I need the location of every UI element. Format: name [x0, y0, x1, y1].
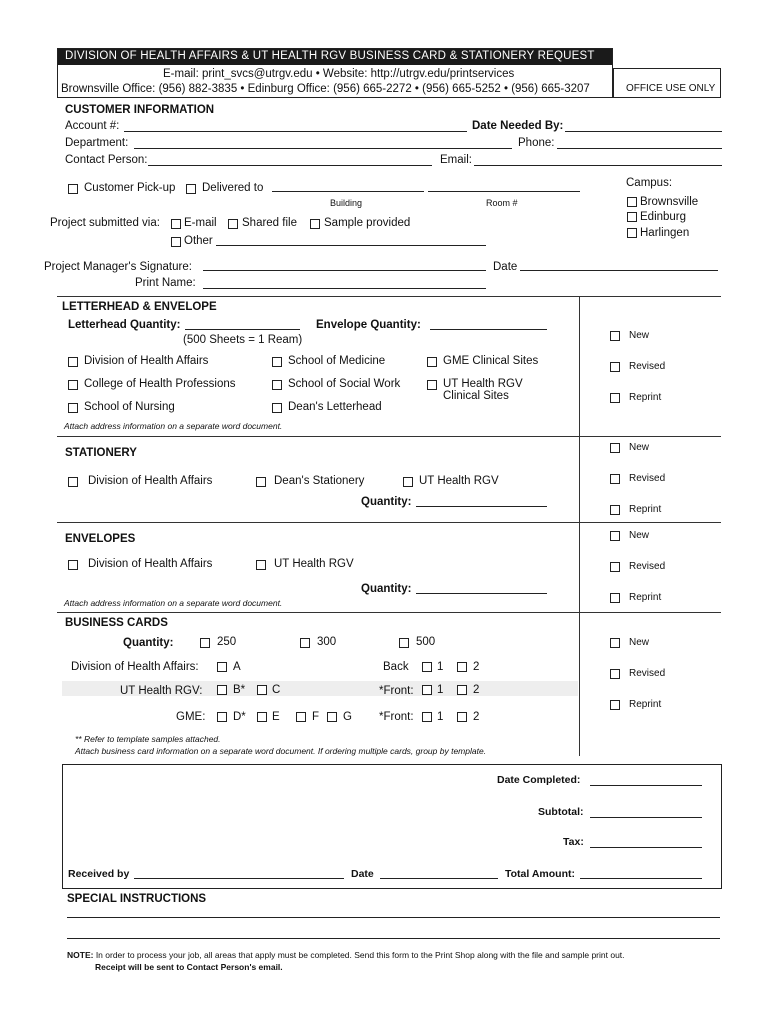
- email-label: Email:: [440, 154, 472, 166]
- bc-500-checkbox[interactable]: [399, 638, 409, 648]
- form-title: DIVISION OF HEALTH AFFAIRS & UT HEALTH RGV BUSINESS CARD & STATIONERY REQUEST FORM: [57, 48, 613, 65]
- status-column-divider: [579, 296, 580, 756]
- subtotal-field[interactable]: [590, 817, 702, 818]
- st-uth-checkbox[interactable]: [403, 477, 413, 487]
- st-reprint-label: Reprint: [629, 504, 662, 515]
- via-other-field[interactable]: [216, 245, 486, 246]
- office-use-label: OFFICE USE ONLY: [626, 83, 716, 94]
- bc-back-label: Back: [383, 661, 409, 673]
- st-reprint-checkbox[interactable]: [610, 505, 620, 515]
- lh-reprint-checkbox[interactable]: [610, 393, 620, 403]
- bc-b-label: B*: [233, 684, 246, 696]
- bc-e-checkbox[interactable]: [257, 712, 267, 722]
- via-shared-label: Shared file: [242, 217, 297, 229]
- date-completed-field[interactable]: [590, 785, 702, 786]
- lh-socialwork-checkbox[interactable]: [272, 380, 282, 390]
- env-reprint-checkbox[interactable]: [610, 593, 620, 603]
- envelope-qty-field[interactable]: [430, 329, 547, 330]
- bc-uth-label: UT Health RGV:: [120, 685, 203, 697]
- bc-250-checkbox[interactable]: [200, 638, 210, 648]
- lh-medicine-label: School of Medicine: [288, 355, 386, 367]
- bc-c-checkbox[interactable]: [257, 685, 267, 695]
- st-new-label: New: [629, 442, 650, 453]
- footer-note: [67, 950, 625, 960]
- received-by-field[interactable]: [134, 878, 344, 879]
- lh-dha-checkbox[interactable]: [68, 357, 78, 367]
- bc-back-2-label: 2: [473, 661, 480, 673]
- offices-line: Brownsville Office: (956) 882-3835 • Edinburg Office: (956) 665-2272 • (956) 665-5252 • (956) 665-3207: [61, 83, 590, 95]
- bc-g-checkbox[interactable]: [327, 712, 337, 722]
- lh-chp-checkbox[interactable]: [68, 380, 78, 390]
- bc-quantity-label: Quantity:: [123, 637, 174, 649]
- campus-brownsville-checkbox[interactable]: [627, 197, 637, 207]
- st-revised-checkbox[interactable]: [610, 474, 620, 484]
- bc-250-label: 250: [217, 636, 237, 648]
- env-new-checkbox[interactable]: [610, 531, 620, 541]
- ream-note: (500 Sheets = 1 Ream): [183, 334, 303, 346]
- lh-nursing-checkbox[interactable]: [68, 403, 78, 413]
- env-revised-checkbox[interactable]: [610, 562, 620, 572]
- bc-front-1-checkbox[interactable]: [422, 685, 432, 695]
- envelope-qty-label: Envelope Quantity:: [316, 319, 421, 331]
- via-sample-checkbox[interactable]: [310, 219, 320, 229]
- bc-front-label: *Front:: [379, 685, 414, 697]
- st-new-checkbox[interactable]: [610, 443, 620, 453]
- st-dha-checkbox[interactable]: [68, 477, 78, 487]
- phone-label: Phone:: [518, 137, 555, 149]
- envelopes-heading: ENVELOPES: [65, 533, 136, 545]
- lh-dean-label: Dean's Letterhead: [288, 401, 382, 413]
- st-uth-label: UT Health RGV: [419, 475, 499, 487]
- bc-c-label: C: [272, 684, 281, 696]
- env-dha-checkbox[interactable]: [68, 560, 78, 570]
- via-email-checkbox[interactable]: [171, 219, 181, 229]
- tax-label: Tax:: [563, 836, 584, 848]
- bc-d-checkbox[interactable]: [217, 712, 227, 722]
- bc-f-checkbox[interactable]: [296, 712, 306, 722]
- bc-revised-checkbox[interactable]: [610, 669, 620, 679]
- lh-reprint-label: Reprint: [629, 392, 662, 403]
- bc-gme-front-2-checkbox[interactable]: [457, 712, 467, 722]
- pm-signature-label: Project Manager's Signature:: [44, 261, 192, 273]
- account-field[interactable]: [124, 131, 467, 132]
- tax-field[interactable]: [590, 847, 702, 848]
- lh-uth-label: UT Health RGV: [443, 378, 523, 390]
- bc-back-2-checkbox[interactable]: [457, 662, 467, 672]
- via-shared-checkbox[interactable]: [228, 219, 238, 229]
- bc-300-checkbox[interactable]: [300, 638, 310, 648]
- lh-note: Attach address information on a separate word document.: [64, 421, 283, 431]
- special-heading: SPECIAL INSTRUCTIONS: [67, 893, 207, 905]
- bc-gme-label: GME:: [176, 711, 206, 723]
- lh-gme-label: GME Clinical Sites: [443, 355, 539, 367]
- delivered-label: Delivered to: [202, 182, 264, 194]
- lh-socialwork-label: School of Social Work: [288, 378, 401, 390]
- department-field[interactable]: [134, 148, 512, 149]
- pm-date-label: Date: [493, 261, 518, 273]
- print-name-field[interactable]: [203, 288, 486, 289]
- letterhead-qty-field[interactable]: [185, 329, 300, 330]
- lh-new-label: New: [629, 330, 650, 341]
- bc-g-label: G: [343, 711, 352, 723]
- delivered-checkbox[interactable]: [186, 184, 196, 194]
- env-reprint-label: Reprint: [629, 592, 662, 603]
- letterhead-heading: LETTERHEAD & ENVELOPE: [62, 301, 217, 313]
- st-dean-checkbox[interactable]: [256, 477, 266, 487]
- bc-e-label: E: [272, 711, 280, 723]
- st-quantity-label: Quantity:: [361, 496, 412, 508]
- room-field[interactable]: [428, 191, 580, 192]
- pm-signature-field[interactable]: [203, 270, 486, 271]
- via-sample-label: Sample provided: [324, 217, 411, 229]
- date-completed-label: Date Completed:: [497, 774, 581, 786]
- lh-uth-checkbox[interactable]: [427, 380, 437, 390]
- office-box: [62, 764, 722, 889]
- bc-back-1-checkbox[interactable]: [422, 662, 432, 672]
- pickup-checkbox[interactable]: [68, 184, 78, 194]
- contact-line: E-mail: print_svcs@utrgv.edu • Website: http://utrgv.edu/printservices: [163, 68, 515, 80]
- lh-dean-checkbox[interactable]: [272, 403, 282, 413]
- stationery-heading: STATIONERY: [65, 447, 137, 459]
- bc-a-label: A: [233, 661, 241, 673]
- env-uth-checkbox[interactable]: [256, 560, 266, 570]
- lh-dha-label: Division of Health Affairs: [84, 355, 209, 367]
- special-line-1[interactable]: [67, 917, 720, 918]
- contact-person-field[interactable]: [148, 165, 432, 166]
- lh-revised-label: Revised: [629, 361, 666, 372]
- env-dha-label: Division of Health Affairs: [88, 558, 213, 570]
- bc-note-2: Attach business card information on a separate word document. If ordering multiple cards, group by template.: [75, 746, 487, 756]
- total-label: Total Amount:: [505, 868, 575, 880]
- bc-gme-front-1-checkbox[interactable]: [422, 712, 432, 722]
- account-label: Account #:: [65, 120, 120, 132]
- bc-front-2-checkbox[interactable]: [457, 685, 467, 695]
- building-field[interactable]: [272, 191, 424, 192]
- divider: [57, 612, 721, 613]
- bc-reprint-checkbox[interactable]: [610, 700, 620, 710]
- campus-edinburg-checkbox[interactable]: [627, 212, 637, 222]
- date-needed-label: Date Needed By:: [472, 120, 564, 132]
- contact-person-label: Contact Person:: [65, 154, 148, 166]
- env-revised-label: Revised: [629, 561, 666, 572]
- divider: [57, 296, 721, 297]
- special-line-2[interactable]: [67, 938, 720, 939]
- bc-gme-front-1-label: 1: [437, 711, 444, 723]
- lh-revised-checkbox[interactable]: [610, 362, 620, 372]
- footer-receipt: Receipt will be sent to Contact Person's email.: [95, 962, 283, 972]
- campus-edinburg-label: Edinburg: [640, 211, 687, 223]
- project-via-label: Project submitted via:: [50, 217, 160, 229]
- letterhead-qty-label: Letterhead Quantity:: [68, 319, 181, 331]
- pickup-label: Customer Pick-up: [84, 182, 176, 194]
- bc-front-1-label: 1: [437, 684, 444, 696]
- campus-harlingen-checkbox[interactable]: [627, 228, 637, 238]
- lh-new-checkbox[interactable]: [610, 331, 620, 341]
- received-by-label: Received by: [68, 868, 130, 880]
- st-dean-label: Dean's Stationery: [274, 475, 365, 487]
- email-field[interactable]: [474, 165, 722, 166]
- st-dha-label: Division of Health Affairs: [88, 475, 213, 487]
- bc-back-1-label: 1: [437, 661, 444, 673]
- divider: [57, 522, 721, 523]
- bc-front-2-label: 2: [473, 684, 480, 696]
- bc-heading: BUSINESS CARDS: [65, 617, 168, 629]
- office-date-label: Date: [351, 868, 374, 880]
- lh-nursing-label: School of Nursing: [84, 401, 175, 413]
- department-label: Department:: [65, 137, 129, 149]
- via-email-label: E-mail: [184, 217, 217, 229]
- subtotal-label: Subtotal:: [538, 806, 584, 818]
- bc-500-label: 500: [416, 636, 436, 648]
- pm-date-field[interactable]: [520, 270, 718, 271]
- bc-reprint-label: Reprint: [629, 699, 662, 710]
- bc-front2-label: *Front:: [379, 711, 414, 723]
- room-caption: Room #: [486, 198, 518, 208]
- divider: [57, 436, 721, 437]
- date-needed-field[interactable]: [565, 131, 722, 132]
- campus-harlingen-label: Harlingen: [640, 227, 690, 239]
- bc-300-label: 300: [317, 636, 337, 648]
- bc-a-checkbox[interactable]: [217, 662, 227, 672]
- bc-dha-label: Division of Health Affairs:: [71, 661, 199, 673]
- bc-new-checkbox[interactable]: [610, 638, 620, 648]
- lh-chp-label: College of Health Professions: [84, 378, 236, 390]
- total-field[interactable]: [580, 878, 702, 879]
- bc-f-label: F: [312, 711, 320, 723]
- footer-note-text: In order to process your job, all areas that apply must be completed. Send this form to the Print Shop along with the file and sample print out.: [93, 950, 625, 960]
- env-note: Attach address information on a separate word document.: [64, 598, 283, 608]
- bc-new-label: New: [629, 637, 650, 648]
- lh-gme-checkbox[interactable]: [427, 357, 437, 367]
- env-new-label: New: [629, 530, 650, 541]
- campus-label: Campus:: [626, 177, 673, 189]
- customer-heading: CUSTOMER INFORMATION: [65, 104, 215, 116]
- env-quantity-field[interactable]: [416, 593, 547, 594]
- footer-note-label: NOTE:: [67, 950, 94, 960]
- building-caption: Building: [330, 198, 363, 208]
- bc-d-label: D*: [233, 711, 246, 723]
- st-revised-label: Revised: [629, 473, 666, 484]
- campus-brownsville-label: Brownsville: [640, 196, 699, 208]
- bc-b-checkbox[interactable]: [217, 685, 227, 695]
- lh-uth-label-2: Clinical Sites: [443, 390, 509, 402]
- bc-revised-label: Revised: [629, 668, 666, 679]
- bc-gme-front-2-label: 2: [473, 711, 480, 723]
- print-name-label: Print Name:: [135, 277, 196, 289]
- env-uth-label: UT Health RGV: [274, 558, 354, 570]
- via-other-checkbox[interactable]: [171, 237, 181, 247]
- via-other-label: Other: [184, 235, 213, 247]
- phone-field[interactable]: [557, 148, 722, 149]
- lh-medicine-checkbox[interactable]: [272, 357, 282, 367]
- st-quantity-field[interactable]: [416, 506, 547, 507]
- env-quantity-label: Quantity:: [361, 583, 412, 595]
- bc-note-1: ** Refer to template samples attached.: [75, 734, 221, 744]
- office-date-field[interactable]: [380, 878, 498, 879]
